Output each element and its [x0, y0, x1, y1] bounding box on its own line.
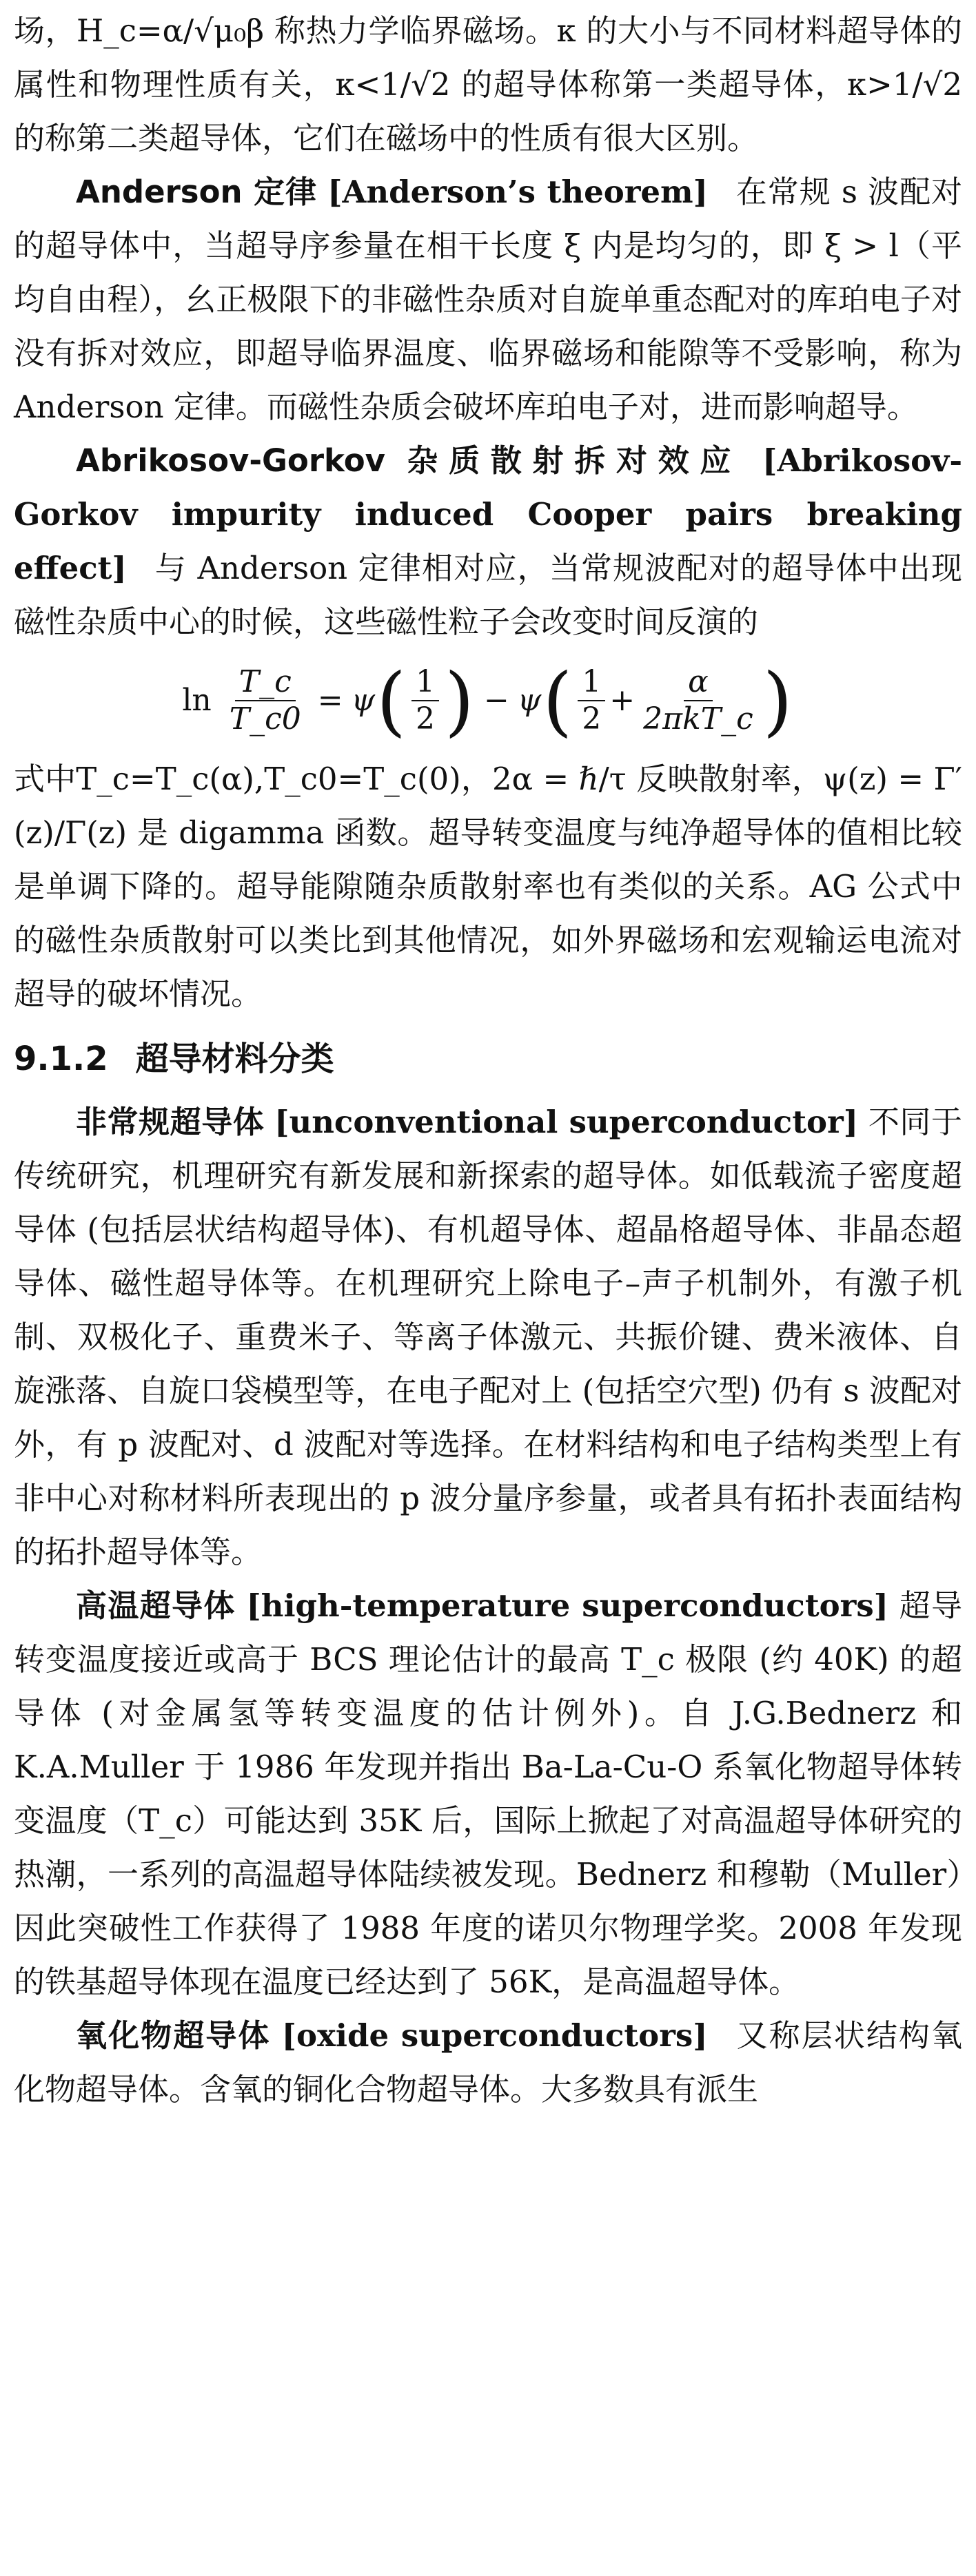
- eq-half-2: [578, 664, 605, 736]
- entry-unconventional-term: 非常规超导体: [76, 1104, 265, 1140]
- entry-anderson-english: [Anderson’s theorem]: [327, 174, 708, 210]
- entry-oxide-english: [oxide superconductors]: [281, 2017, 708, 2054]
- eq-half-1-den: 2: [416, 701, 436, 736]
- section-number: 9.1.2: [14, 1040, 108, 1078]
- paragraph-kappa: [14, 4, 962, 165]
- paragraph-kappa-text: 场，H_c=α/√μ₀β 称热力学临界磁场。κ 的大小与不同材料超导体的属性和物理性质有关，κ<1/√2 的超导体称第一类超导体，κ>1/√2 的称第二类超导体，它们在磁场中的性质有很大区别。: [14, 12, 962, 156]
- eq-lhs-numerator: T_c: [235, 667, 296, 701]
- entry-anderson-term: Anderson 定律: [76, 174, 317, 210]
- eq-lhs-denominator: T_c0: [229, 701, 301, 736]
- entry-oxide-term: 氧化物超导体: [76, 2017, 271, 2054]
- entry-anderson: [14, 165, 962, 434]
- eq-half-2-num: 1: [578, 667, 605, 701]
- entry-unconventional: [14, 1095, 962, 1579]
- paragraph-ag-after-text: 式中T_c=T_c(α),T_c0=T_c(0)，2α = ℏ/τ 反映散射率，ψ(z) = Γ′(z)/Γ(z) 是 digamma 函数。超导转变温度与纯净超导体的值相比较是单调下降的。超导能隙随杂质散射率也有类似的关系。AG 公式中的磁性杂质散射可以类比到其他情况，如外界磁场和宏观输运电流对超导的破坏情况。: [14, 761, 962, 1012]
- eq-alpha-num: α: [684, 667, 713, 701]
- entry-ag: [14, 434, 962, 649]
- eq-half-1: [411, 664, 439, 736]
- eq-psi-1: ψ: [351, 683, 376, 718]
- eq-alpha-den: 2πkT_c: [643, 701, 753, 736]
- entry-high-tc-term: 高温超导体: [76, 1587, 236, 1624]
- entry-oxide: [14, 2009, 962, 2116]
- section-heading: [14, 1028, 962, 1090]
- entry-unconventional-body: 不同于传统研究，机理研究有新发展和新探索的超导体。如低载流子密度超导体 (包括层状结构超导体)、有机超导体、超晶格超导体、非晶态超导体、磁性超导体等。在机理研究上除电子–声子机制外，有激子机制、双极化子、重费米子、等离子体激元、共振价键、费米液体、自旋涨落、自旋口袋模型等，在电子配对上 (包括空穴型) 仍有 s 波配对外，有 p 波配对、d 波配对等选择。在材料结构和电子结构类型上有非中心对称材料所表现出的 p 波分量序参量，或者具有拓扑表面结构的拓扑超导体等。: [14, 1104, 962, 1570]
- eq-plus: +: [609, 683, 636, 718]
- entry-anderson-body: 在常规 s 波配对的超导体中，当超导序参量在相干长度 ξ 内是均匀的，即 ξ > l（平均自由程），幺正极限下的非磁性杂质对自旋单重态配对的库珀电子对没有拆对效应，即超导临界温度、临界磁场和能隙等不受影响，称为 Anderson 定律。而磁性杂质会破坏库珀电子对，进而影响超导。: [14, 174, 963, 425]
- eq-half-2-den: 2: [582, 701, 602, 736]
- eq-lhs-fraction: [225, 664, 305, 736]
- eq-minus: −: [483, 683, 509, 718]
- eq-ln: ln: [182, 683, 212, 718]
- entry-ag-english: [Abrikosov-Gorkov impurity induced Cooper pairs breaking effect]: [14, 442, 962, 586]
- entry-high-tc-body: 超导转变温度接近或高于 BCS 理论估计的最高 T_c 极限 (约 40K) 的超导体 (对金属氢等转变温度的估计例外)。自 J.G.Bednerz 和 K.A.Muller 于 1986 年发现并指出 Ba-La-Cu-O 系氧化物超导体转变温度（T_c）可能达到 35K 后，国际上掀起了对高温超导体研究的热潮，一系列的高温超导体陆续被发现。Bednerz 和穆勒（Muller）因此突破性工作获得了 1988 年度的诺贝尔物理学奖。2008 年发现的铁基超导体现在温度已经达到了 56K，是高温超导体。: [14, 1587, 962, 2000]
- entry-ag-term: Abrikosov-Gorkov 杂质散射拆对效应: [76, 442, 742, 479]
- entry-unconventional-english: [unconventional superconductor]: [274, 1104, 858, 1140]
- ag-equation: ln $\frac{T\_c}{T\_c0}$ = ψ ( $\frac{1}{2}$ ) − ψ ( $\frac{1}{2}$ + $\frac{\alpha}{\text{2πkT\_c}}$ ): [182, 657, 793, 745]
- eq-psi-2: ψ: [517, 683, 542, 718]
- entry-high-tc: [14, 1579, 962, 2009]
- eq-alpha-fraction: [639, 664, 758, 736]
- eq-equals: =: [317, 683, 343, 718]
- section-title: 超导材料分类: [135, 1040, 334, 1078]
- entry-oxide-body: 又称层状结构氧化物超导体。含氧的铜化合物超导体。大多数具有派生: [14, 2017, 962, 2108]
- entry-ag-body: 与 Anderson 定律相对应，当常规波配对的超导体中出现磁性杂质中心的时候，这些磁性粒子会改变时间反演的: [14, 550, 962, 640]
- entry-high-tc-english: [high-temperature superconductors]: [246, 1587, 888, 1624]
- eq-half-1-num: 1: [411, 667, 439, 701]
- paragraph-ag-after: [14, 752, 962, 1021]
